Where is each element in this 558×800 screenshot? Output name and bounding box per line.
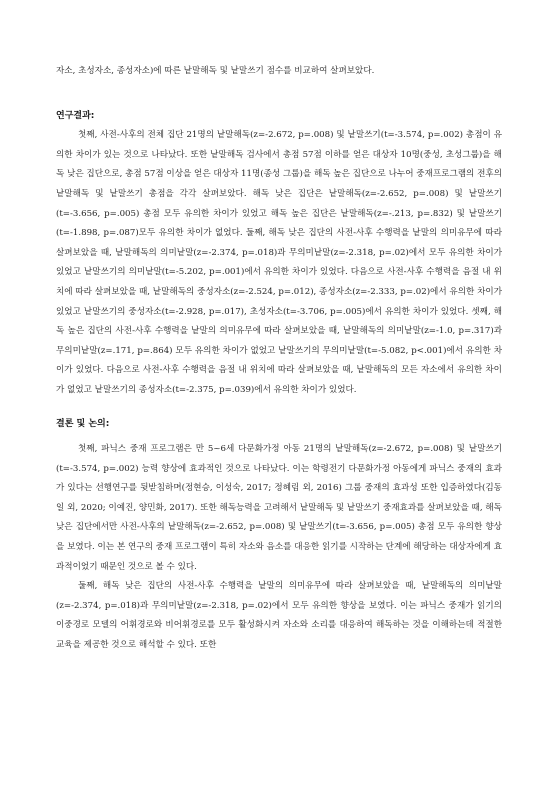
- results-heading: 연구결과:: [56, 110, 95, 121]
- conclusion-paragraph-1: 첫째, 파닉스 중재 프로그램은 만 5~6세 다문화가정 아동 21명의 낱말해독(z=-2.672, p=.008) 및 낱말쓰기(t=-3.574, p=.002) 능력 향상에 효과적인 것으로 나타났다. 이는 학령전기 다문화가정 아동에게 파닉스 중재의 효과가 있다는 선행연구를 뒷받침하며(정현승, 이성숙, 2017; 정혜림 외, 2016) 그룹 중재의 효과성 또한 입증하였다(김동일 외, 2020; 이예진, 양민화, 2017). 또한 해독능력을 고려해서 낱말해독 및 낱말쓰기 중재효과를 살펴보았을 때, 해독 낮은 집단에서만 사전-사후의 낱말해독(z=-2.652, p=.008) 및 낱말쓰기(t=-3.656, p=.005) 총점 모두 유의한 향상을 보였다. 이는 본 연구의 중재 프로그램이 특히 자소와 음소를 대응한 읽기를 시작하는 단계에 해당하는 대상자에게 효과적이었기 때문인 것으로 볼 수 있다.: [56, 444, 502, 572]
- results-paragraph: 첫째, 사전-사후의 전체 집단 21명의 낱말해독(z=-2.672, p=.008) 및 낱말쓰기(t=-3.574, p=.002) 총점이 유의한 차이가 있는 것으로 나타났다. 또한 낱말해독 검사에서 총점 57점 이하를 얻은 대상자 10명(중성, 초성그룹)을 해독 낮은 집단으로, 총점 57점 이상을 얻은 대상자 11명(종성 그룹)을 해독 높은 집단으로 나누어 중재프로그램의 전후의 낱말해독 및 낱말쓰기 총점을 각각 살펴보았다. 해독 낮은 집단은 낱말해독(z=-2.652, p=.008) 및 낱말쓰기(t=-3.656, p=.005) 총점 모두 유의한 차이가 있었고 해독 높은 집단은 낱말해독(z=-.213, p=.832) 및 낱말쓰기(t=-1.898, p=.087)모두 유의한 차이가 없었다. 둘째, 해독 낮은 집단의 사전-사후 수행력을 낱말의 의미유무에 따라 살펴보았을 때, 낱말해독의 의미낱말(z=-2.374, p=.018)과 무의미낱말(z=-2.318, p=.02)에서 모두 유의한 차이가 있었고 낱말쓰기의 의미낱말(t=-5.202, p=.001)에서 유의한 차이가 있었다. 다음으로 사전-사후 수행력을 음절 내 위치에 따라 살펴보았을 때, 낱말해독의 중성자소(z=-2.524, p=.012), 종성자소(z=-2.333, p=.02)에서 유의한 차이가 있었고 낱말쓰기의 중성자소(t=-2.928, p=.017), 초성자소(t=-3.706, p=.005)에서 유의한 차이가 있었다. 셋째, 해독 높은 집단의 사전-사후 수행력을 낱말의 의미유무에 따라 살펴보았을 때, 낱말해독의 의미낱말(z=-1.0, p=.317)과 무의미낱말(z=.171, p=.864) 모두 유의한 차이가 없었고 낱말쓰기의 무의미낱말(t=-5.082, p<.001)에서 유의한 차이가 있었다. 다음으로 사전-사후 수행력을 음절 내 위치에 따라 살펴보았을 때, 낱말해독의 모든 자소에서 유의한 차이가 없었고 낱말쓰기의 종성자소(t=-2.375, p=.039)에서 유의한 차이가 있었다.: [56, 130, 502, 395]
- spacer: [56, 401, 502, 415]
- document-page: [56, 62, 502, 656]
- conclusion-section: [56, 415, 502, 656]
- results-section: [56, 107, 502, 401]
- spacer: [56, 82, 502, 107]
- conclusion-heading: 결론 및 논의:: [56, 418, 110, 429]
- intro-line: 자소, 초성자소, 종성자소)에 따른 낱말해독 및 낱말쓰기 점수를 비교하여 살펴보았다.: [56, 66, 375, 76]
- conclusion-paragraph-2: 둘째, 해독 낮은 집단의 사전-사후 수행력을 낱말의 의미유무에 따라 살펴보았을 때, 낱말해독의 의미낱말(z=-2.374, p=.018)과 무의미낱말(z=-2.318, p=.02)에서 모두 유의한 향상을 보였다. 이는 파닉스 중재가 읽기의 이중경로 모델의 어휘경로와 비어휘경로를 모두 활성화시켜 자소와 소리를 대응하여 해독하는 것을 이해하는데 적절한 교육을 제공한 것으로 해석할 수 있다. 또한: [56, 581, 502, 651]
